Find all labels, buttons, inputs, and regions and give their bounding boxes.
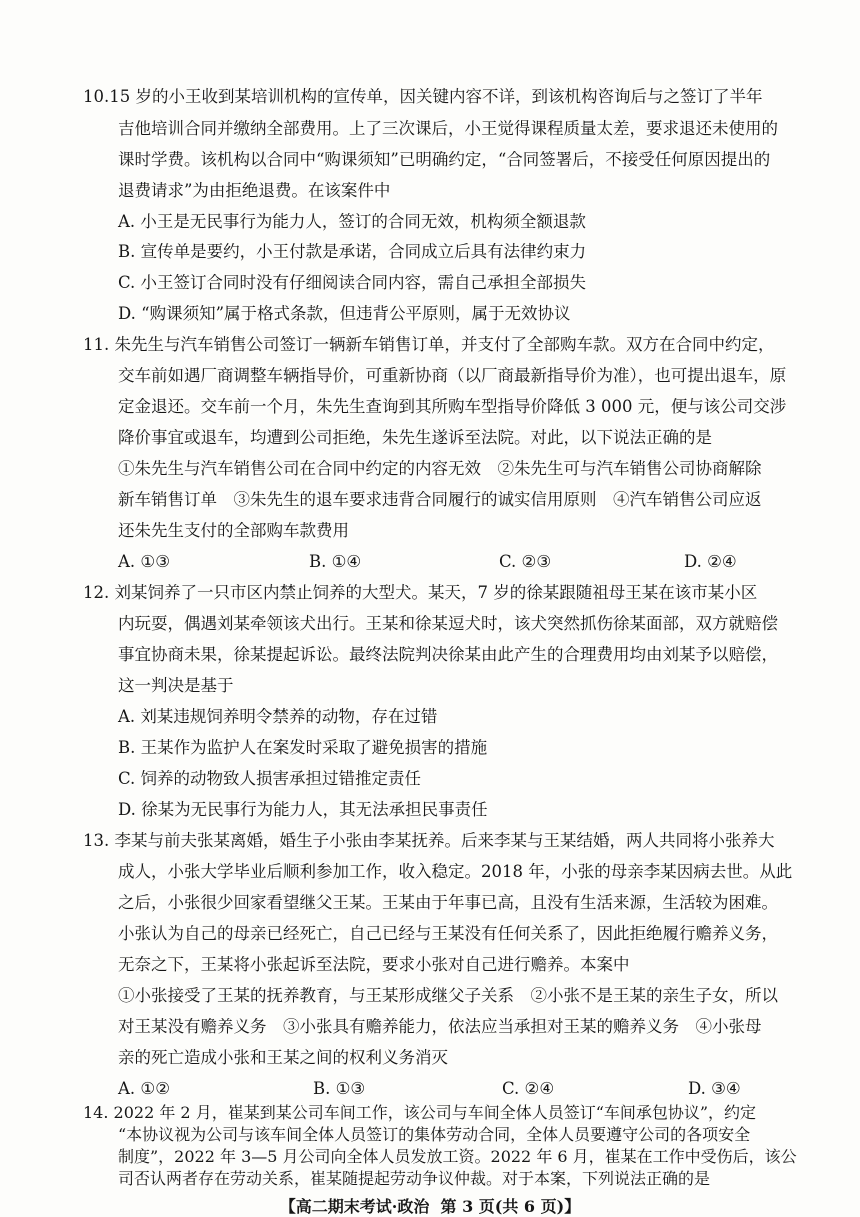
question-stem-line: 事宜协商未果，徐某提起诉讼。最终法院判决徐某由此产生的合理费用均由刘某予以赔偿， — [118, 645, 778, 664]
answer-option: A. ①② — [118, 1079, 170, 1098]
answer-option: C. ②③ — [499, 552, 552, 571]
answer-option: C. 饲养的动物致人损害承担过错推定责任 — [118, 769, 422, 788]
footer-subject: 政治 — [397, 1197, 430, 1216]
question-stem-line: 制度”，2022 年 3—5 月公司向全体人员发放工资。2022 年 6 月，崔某在工作中受伤后，该公 — [118, 1147, 797, 1166]
answer-option: A. 小王是无民事行为能力人，签订的合同无效，机构须全额退款 — [118, 212, 586, 231]
question-stem-line: 降价事宜或退车，均遭到公司拒绝，朱先生遂诉至法院。对此，以下说法正确的是 — [118, 428, 712, 447]
answer-option: D. ②④ — [684, 552, 737, 571]
question-stem-line: 无奈之下，王某将小张起诉至法院，要求小张对自己进行赡养。本案中 — [118, 955, 630, 974]
answer-option: D. ③④ — [688, 1079, 741, 1098]
footer-page-number: 第 3 页(共 6 页) — [440, 1197, 565, 1216]
question-stem-line: 退费请求”为由拒绝退费。在该案件中 — [118, 181, 391, 200]
question-stem-line: 之后，小张很少回家看望继父王某。王某由于年事已高，且没有生活来源，生活较为困难。 — [118, 893, 778, 912]
question-stem-line: “本协议视为公司与该车间全体人员签订的集体劳动合同，全体人员要遵守公司的各项安全 — [118, 1125, 751, 1144]
footer-open-bracket: 【 — [279, 1197, 296, 1216]
footer-separator-dot: · — [391, 1197, 398, 1216]
answer-option: C. ②④ — [502, 1079, 555, 1098]
footer-close-bracket: 】 — [564, 1197, 581, 1216]
question-statement-line: 新车销售订单 ③朱先生的退车要求违背合同履行的诚实信用原则 ④汽车销售公司应返 — [118, 490, 762, 509]
question-stem-line: 定金退还。交车前一个月，朱先生查询到其所购车型指导价降低 3 000 元，便与该公司交涉 — [118, 397, 787, 416]
answer-options-row — [118, 1078, 758, 1100]
question-stem-line: 成人，小张大学毕业后顺利参加工作，收入稳定。2018 年，小张的母亲李某因病去世。从此 — [118, 862, 793, 881]
answer-option: B. 王某作为监护人在案发时采取了避免损害的措施 — [118, 738, 488, 757]
question-statement-line: 还朱先生支付的全部购车款费用 — [118, 521, 349, 540]
question-statement-line: ①小张接受了王某的抚养教育，与王某形成继父子关系 ②小张不是王某的亲生子女，所以 — [118, 986, 778, 1005]
answer-option: B. 宣传单是要约，小王付款是承诺，合同成立后具有法律约束力 — [118, 242, 587, 261]
answer-option: D. “购课须知”属于格式条款，但违背公平原则，属于无效协议 — [118, 304, 571, 323]
question-statement-line: ①朱先生与汽车销售公司在合同中约定的内容无效 ②朱先生可与汽车销售公司协商解除 — [118, 459, 762, 478]
question-stem-line: 这一判决是基于 — [118, 676, 234, 695]
question-statement-line: 亲的死亡造成小张和王某之间的权利义务消灭 — [118, 1048, 448, 1067]
footer-exam-name: 高二期末考试 — [295, 1197, 392, 1216]
question-stem-line: 交车前如遇厂商调整车辆指导价，可重新协商（以厂商最新指导价为准），也可提出退车，原 — [118, 366, 787, 385]
answer-option: D. 徐某为无民事行为能力人，其无法承担民事责任 — [118, 800, 488, 819]
question-stem-line: 12. 刘某饲养了一只市区内禁止饲养的大型犬。某天，7 岁的徐某跟随祖母王某在该市某小区 — [83, 583, 758, 602]
answer-option: A. 刘某违规饲养明令禁养的动物，存在过错 — [118, 707, 438, 726]
question-stem-line: 10.15 岁的小王收到某培训机构的宣传单，因关键内容不详，到该机构咨询后与之签订了半年 — [83, 87, 763, 106]
question-stem-line: 13. 李某与前夫张某离婚，婚生子小张由李某抚养。后来李某与王某结婚，两人共同将小张养大 — [83, 831, 775, 850]
question-stem-line: 课时学费。该机构以合同中“购课须知”已明确约定，“合同签署后，不接受任何原因提出的 — [118, 150, 771, 169]
question-statement-line: 对王某没有赡养义务 ③小张具有赡养能力，依法应当承担对王某的赡养义务 ④小张母 — [118, 1017, 762, 1036]
question-stem-line: 11. 朱先生与汽车销售公司签订一辆新车销售订单，并支付了全部购车款。双方在合同中约定， — [83, 335, 775, 354]
answer-option: B. ①④ — [309, 552, 362, 571]
question-stem-line: 14. 2022 年 2 月，崔某到某公司车间工作，该公司与车间全体人员签订“车间承包协议”，约定 — [83, 1103, 757, 1122]
answer-option: A. ①③ — [118, 552, 170, 571]
answer-option: B. ①③ — [313, 1079, 366, 1098]
question-stem-line: 吉他培训合同并缴纳全部费用。上了三次课后，小王觉得课程质量太差，要求退还未使用的 — [118, 119, 778, 138]
answer-option: C. 小王签订合同时没有仔细阅读合同内容，需自己承担全部损失 — [118, 273, 587, 292]
question-stem-line: 司否认两者存在劳动关系，崔某随提起劳动争议仲裁。对于本案，下列说法正确的是 — [118, 1169, 711, 1188]
answer-options-row — [118, 551, 758, 573]
page-footer — [0, 1194, 860, 1217]
question-stem-line: 内玩耍，偶遇刘某牵领该犬出行。王某和徐某逗犬时，该犬突然抓伤徐某面部，双方就赔偿 — [118, 614, 778, 633]
question-stem-line: 小张认为自己的母亲已经死亡，自己已经与王某没有任何关系了，因此拒绝履行赡养义务， — [118, 924, 778, 943]
